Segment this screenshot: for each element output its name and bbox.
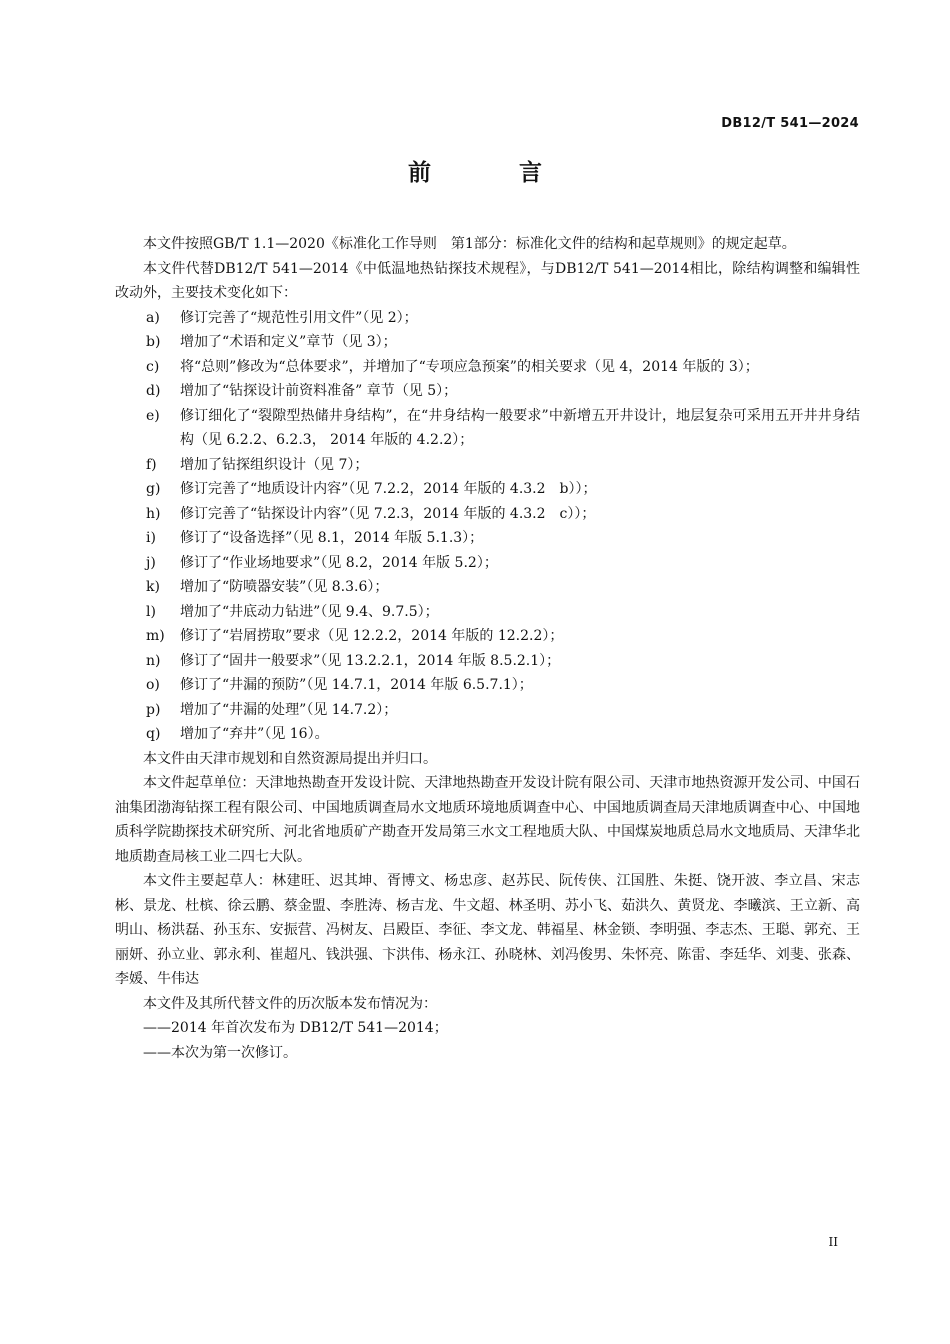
list-item	[115, 477, 860, 502]
intro-paragraph: 本文件按照GB/T 1.1—2020《标准化工作导则 第1部分：标准化文件的结构和起草规则》的规定起草。	[143, 236, 796, 252]
page-title: 前 言	[407, 160, 582, 186]
list-item	[115, 551, 860, 576]
list-item	[115, 330, 860, 355]
list-marker: g)	[146, 481, 161, 497]
history-intro-paragraph: 本文件及其所代替文件的历次版本发布情况为：	[143, 995, 437, 1012]
list-item-text: 增加了“术语和定义”章节（见 3）；	[180, 334, 397, 350]
list-marker: i)	[146, 530, 156, 546]
list-marker: a)	[146, 309, 160, 326]
list-item	[115, 673, 860, 698]
list-item-text: 增加了“钻探设计前资料准备” 章节（见 5）；	[180, 383, 458, 399]
list-marker: f)	[146, 456, 157, 473]
list-marker: k)	[146, 579, 160, 595]
list-marker: j)	[146, 554, 156, 571]
list-item-text: 修订了“岩屑捞取”要求（见 12.2.2，2014 年版的 12.2.2）；	[180, 628, 564, 644]
intro-paragraph: 本文件代替DB12/T 541—2014《中低温地热钻探技术规程》，与DB12/T 541—2014相比，除结构调整和编辑性改动外，主要技术变化如下：	[115, 260, 860, 301]
list-marker: q)	[146, 726, 161, 742]
list-item	[115, 502, 860, 527]
list-marker: e)	[146, 407, 160, 424]
history-entry: ——2014 年首次发布为 DB12/T 541—2014；	[143, 1020, 448, 1036]
list-item-text: 增加了钻探组织设计（见 7）；	[180, 456, 369, 473]
list-item	[115, 453, 860, 478]
foreword-body	[115, 232, 860, 1065]
list-item	[115, 306, 860, 331]
list-item-text: 增加了“井底动力钻进”（见 9.4、9.7.5）；	[180, 603, 439, 620]
proposer-paragraph: 本文件由天津市规划和自然资源局提出并归口。	[143, 750, 437, 767]
list-item	[115, 600, 860, 625]
list-item-text: 增加了“井漏的处理”（见 14.7.2）；	[180, 701, 398, 718]
list-item-text: 修订完善了“钻探设计内容”（见 7.2.3，2014 年版的 4.3.2 c））；	[180, 505, 596, 522]
list-marker: l)	[146, 603, 156, 620]
list-item-text: 修订了“固井一般要求”（见 13.2.2.1，2014 年版 8.5.2.1）；	[180, 652, 561, 669]
list-item	[115, 355, 860, 380]
list-marker: b)	[146, 334, 161, 350]
document-code: DB12/T 541—2024	[721, 116, 859, 131]
list-item-text: 将“总则”修改为“总体要求”，并增加了“专项应急预案”的相关要求（见 4，2014 年版的 3）；	[180, 358, 759, 375]
list-marker: o)	[146, 677, 160, 693]
list-item-text: 修订完善了“规范性引用文件”（见 2）；	[180, 309, 418, 326]
list-item	[115, 624, 860, 649]
list-item-text: 增加了“防喷器安装”（见 8.3.6）；	[180, 579, 389, 595]
list-item-text: 修订了“作业场地要求”（见 8.2，2014 年版 5.2）；	[180, 554, 498, 571]
list-marker: h)	[146, 505, 161, 522]
list-item-text: 修订完善了“地质设计内容”（见 7.2.2，2014 年版的 4.3.2 b））；	[180, 481, 597, 497]
drafters-paragraph: 本文件主要起草人：林建旺、迟其坤、胥博文、杨忠彦、赵苏民、阮传侠、江国胜、朱挺、饶开波、李立昌、宋志彬、景龙、杜槟、徐云鹏、蔡金盟、李胜涛、杨吉龙、牛文超、林圣明、苏小飞、茹洪久、黄贤龙、李曦滨、王立新、高明山、杨洪磊、孙玉东、安振营、冯树友、吕殿臣、李征、李文龙、韩福星、林金锁、李明强、李志杰、王聪、郭充、王丽妍、孙立业、郭永利、崔超凡、钱洪强、卞洪伟、杨永江、孙晓林、刘冯俊男、朱怀亮、陈雷、李廷华、刘斐、张森、李媛、牛伟达	[115, 873, 860, 987]
list-item	[115, 575, 860, 600]
list-item	[115, 404, 860, 453]
list-item	[115, 698, 860, 723]
list-item-text: 修订了“井漏的预防”（见 14.7.1，2014 年版 6.5.7.1）；	[180, 677, 533, 693]
list-item-text: 修订了“设备选择”（见 8.1，2014 年版 5.1.3）；	[180, 530, 484, 546]
list-item	[115, 379, 860, 404]
history-entry: ——本次为第一次修订。	[143, 1044, 297, 1061]
list-marker: p)	[146, 701, 161, 718]
list-item-text: 修订细化了“裂隙型热储井身结构”，在“井身结构一般要求”中新增五开井设计，地层复杂可采用五开井井身结构（见 6.2.2、6.2.3， 2014 年版的 4.2.2）；	[180, 407, 860, 448]
list-item-text: 增加了“弃井”（见 16）。	[180, 726, 329, 742]
list-marker: m)	[146, 628, 165, 644]
list-marker: c)	[146, 358, 160, 375]
list-item	[115, 649, 860, 674]
list-item	[115, 526, 860, 551]
list-item	[115, 722, 860, 747]
list-marker: d)	[146, 383, 161, 399]
list-marker: n)	[146, 652, 161, 669]
page-number: II	[828, 1235, 838, 1249]
change-list	[115, 306, 860, 747]
drafting-units-paragraph: 本文件起草单位：天津地热勘查开发设计院、天津地热勘查开发设计院有限公司、天津市地热资源开发公司、中国石油集团渤海钻探工程有限公司、中国地质调查局水文地质环境地质调查中心、中国地质调查局天津地质调查中心、中国地质科学院勘探技术研究所、河北省地质矿产勘查开发局第三水文工程地质大队、中国煤炭地质总局水文地质局、天津华北地质勘查局核工业二四七大队。	[115, 775, 860, 865]
